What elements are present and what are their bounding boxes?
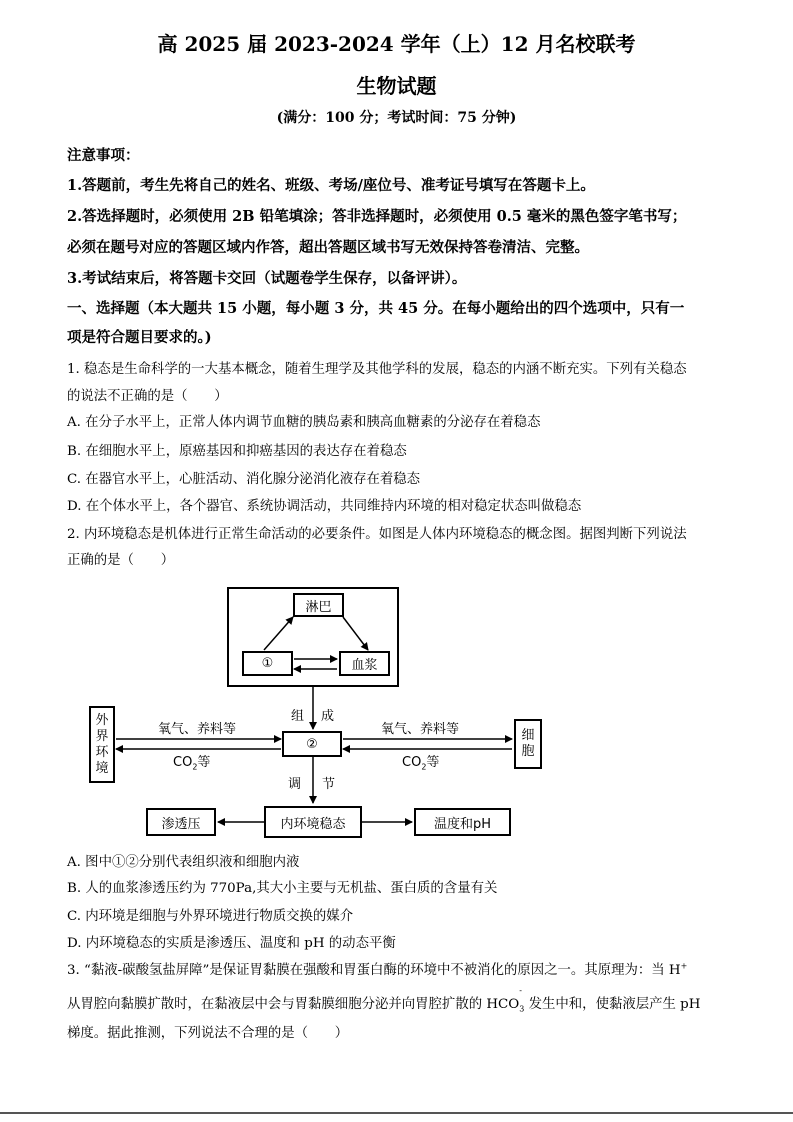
plasma-box: 血浆 [339,651,390,676]
cell-char: 细 [521,728,535,743]
composition-label-1: 组 [291,709,305,724]
q1-option-c: C. 在器官水平上，心脏活动、消化腺分泌消化液存在着稳态 [67,472,421,487]
q2-option-d: D. 内环境稳态的实质是渗透压、温度和 pH 的动态平衡 [67,936,396,951]
exam-meta: (满分：100 分；考试时间：75 分钟) [276,110,517,126]
circle2-box: ② [282,731,342,757]
circle1-box: ① [242,651,293,676]
page-bottom-rule [0,1112,793,1114]
note-item: 1.答题前，考生先将自己的姓名、班级、考场/座位号、准考证号填写在答题卡上。 [67,177,595,194]
q3-stem-cont: 从胃腔向黏膜扩散时，在黏液层中会与胃黏膜细胞分泌并向胃腔扩散的 HCO - $_3$ 发生中和，使黏液层产生 pH [67,986,701,1014]
homeostasis-box: 内环境稳态 [264,806,362,838]
composition-label-2: 成 [321,709,335,724]
exam-subject: 生物试题 [356,74,437,98]
outer-env-char: 境 [95,760,109,776]
cell-char: 胞 [521,744,535,759]
section-heading: 一、选择题（本大题共 15 小题，每小题 3 分，共 45 分。在每小题给出的四个选项中，只有一 [67,300,685,317]
q1-option-d: D. 在个体水平上，各个器官、系统协调活动，共同维持内环境的相对稳定状态叫做稳态 [67,499,582,514]
osmotic-pressure-box: 渗透压 [146,808,216,836]
lymph-box: 淋巴 [293,593,344,617]
arrow-lymph-to-plasma [343,617,368,650]
q2-option-a: A. 图中①②分别代表组织液和细胞内液 [67,855,300,870]
cell-box [514,719,542,769]
q2-option-b: B. 人的血浆渗透压约为 770Pa,其大小主要与无机盐、蛋白质的含量有关 [67,881,498,896]
arrow-circle1-to-lymph [264,617,293,650]
exam-title: 高 2025 届 2023-2024 学年（上）12 月名校联考 [157,32,636,56]
q2-stem: 2. 内环境稳态是机体进行正常生命活动的必要条件。如图是人体内环境稳态的概念图。据图判断下列说法 [67,527,687,542]
q1-option-a: A. 在分子水平上，正常人体内调节血糖的胰岛素和胰高血糖素的分泌存在着稳态 [67,415,541,430]
regulation-label-2: 节 [322,777,336,792]
note-item: 3.考试结束后，将答题卡交回（试题卷学生保存，以备评讲）。 [67,270,467,287]
oxygen-nutrients-label-right: 氧气、养料等 [381,722,460,737]
oxygen-nutrients-label-left: 氧气、养料等 [158,722,237,737]
regulation-label-1: 调 [288,777,302,792]
q1-stem: 1. 稳态是生命科学的一大基本概念，随着生理学及其他学科的发展，稳态的内涵不断充实。下列有关稳态 [67,362,687,377]
q3-stem-cont-2: 梯度。据此推测，下列说法不合理的是（ ） [67,1026,349,1041]
outer-env-char: 外 [95,712,109,728]
notes-heading: 注意事项： [67,147,140,164]
outer-environment-box [89,706,115,783]
q2-option-c: C. 内环境是细胞与外界环境进行物质交换的媒介 [67,909,354,924]
note-item: 2.答选择题时，必须使用 2B 铅笔填涂；答非选择题时，必须使用 0.5 毫米的黑色签字笔书写； [67,208,687,225]
section-heading-cont: 项是符合题目要求的。) [67,329,212,346]
q1-stem-cont: 的说法不正确的是（ ） [67,389,228,404]
co2-label-right: $CO_2$等 [402,755,440,772]
co2-label-left: $CO_2$等 [173,755,211,772]
q3-stem: 3. “黏液-碳酸氢盐屏障”是保证胃黏膜在强酸和胃蛋白酶的环境中不被消化的原因之一。其原理为：当 H+ [67,961,688,978]
note-item: 必须在题号对应的答题区域内作答，超出答题区域书写无效保持答卷清洁、完整。 [67,239,589,256]
q2-stem-cont: 正确的是（ ） [67,553,175,568]
outer-env-char: 环 [95,744,109,760]
outer-env-char: 界 [95,728,109,744]
temperature-ph-box: 温度和pH [414,808,511,836]
q1-option-b: B. 在细胞水平上，原癌基因和抑癌基因的表达存在着稳态 [67,444,407,459]
